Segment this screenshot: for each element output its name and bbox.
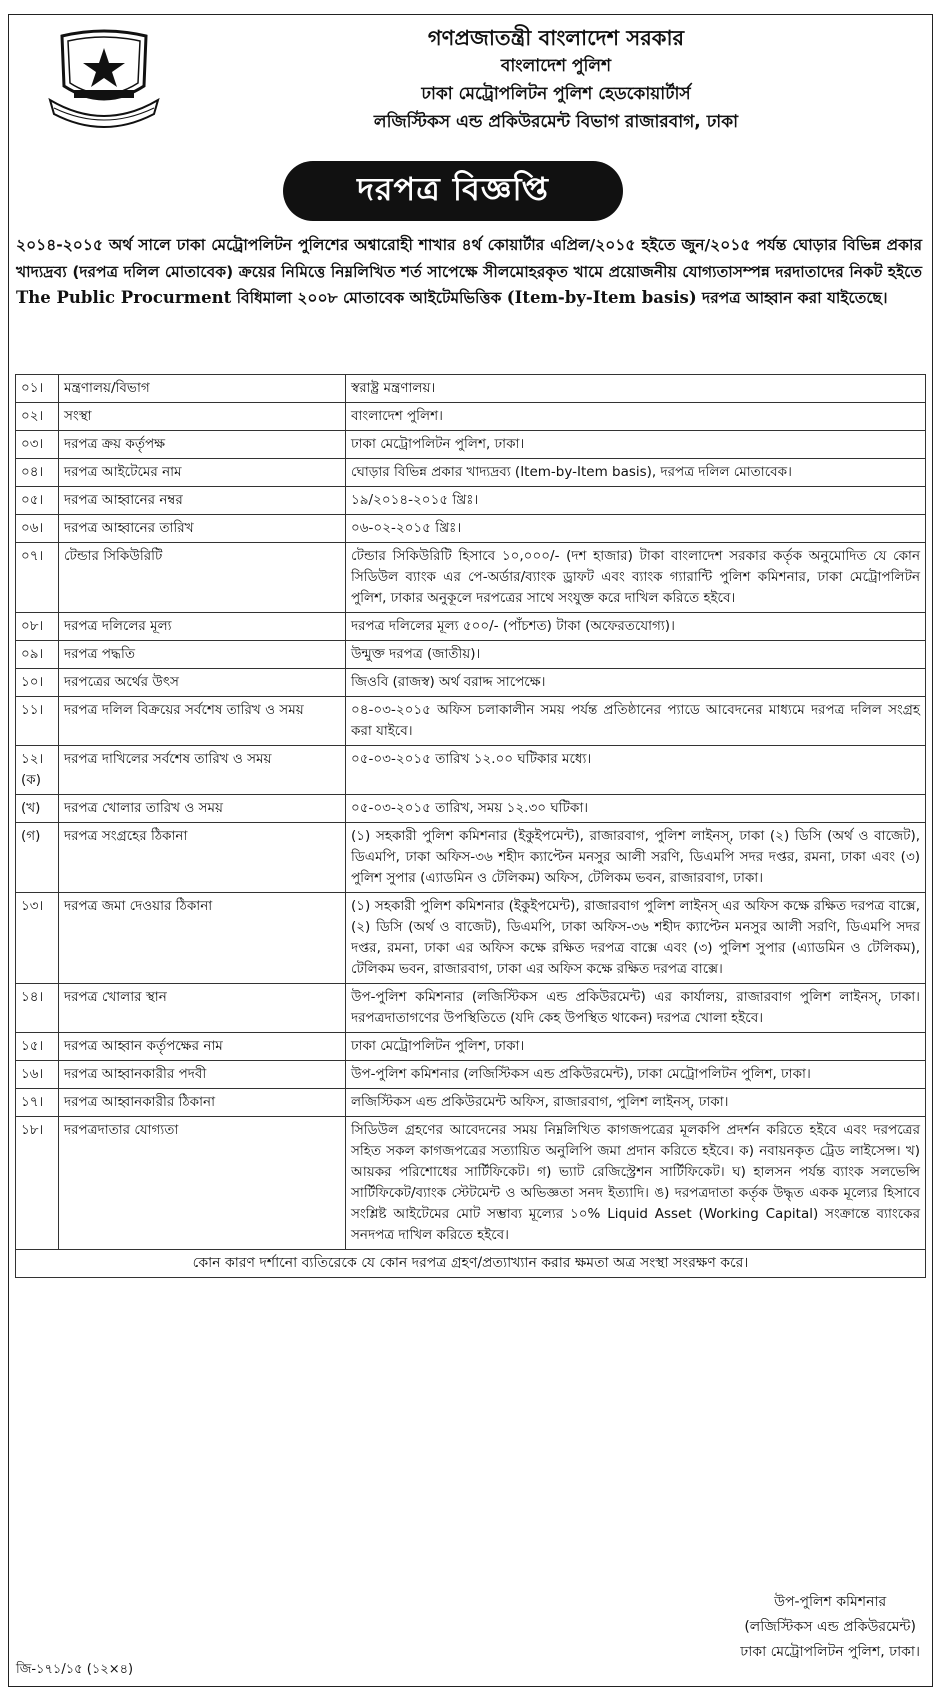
table-row bbox=[16, 543, 926, 613]
row-label: টেন্ডার সিকিউরিটি bbox=[59, 543, 346, 613]
intro-paragraph bbox=[16, 232, 922, 312]
memo-number: জি-১৭১/১৫ (১২×৪) bbox=[16, 1662, 134, 1677]
signatory-dept: (লজিস্টিকস এন্ড প্রকিউরমেন্ট) bbox=[744, 1619, 916, 1635]
table-row bbox=[16, 795, 926, 823]
row-label: দরপত্র সংগ্রহের ঠিকানা bbox=[59, 823, 346, 893]
row-number: ১১। bbox=[16, 697, 59, 746]
row-label: দরপত্রের অর্থের উৎস bbox=[59, 669, 346, 697]
intro-text-1: ২০১৪-২০১৫ অর্থ সালে ঢাকা মেট্রোপলিটন পুলিশের অশ্বারোহী শাখার ৪র্থ কোয়ার্টার এপ্রিল/২০১৫ হইতে জুন/২০১৫ পর্যন্ত ঘোড়ার বিভিন্ন প্রকার খাদ্যদ্রব্য (দরপত্র দলিল মোতাবেক) ক্রয়ের নিমিত্তে নিম্নলিখিত শর্ত সাপেক্ষে সীলমোহরকৃত খামে প্রয়োজনীয় যোগ্যতাসম্পন্ন দরদাতাদের নিকট হইতে bbox=[16, 236, 922, 281]
row-number: ১৩। bbox=[16, 893, 59, 984]
table-row bbox=[16, 746, 926, 795]
signature-block bbox=[740, 1590, 920, 1665]
police-name: বাংলাদেশ পুলিশ bbox=[500, 56, 612, 76]
row-number: ১৫। bbox=[16, 1033, 59, 1061]
table-row bbox=[16, 613, 926, 641]
dmp-logo-icon bbox=[44, 28, 164, 132]
row-value: দরপত্র দলিলের মূল্য ৫০০/- (পাঁচশত) টাকা (অফেরতযোগ্য)। bbox=[346, 613, 926, 641]
table-row bbox=[16, 1089, 926, 1117]
row-value: স্বরাষ্ট্র মন্ত্রণালয়। bbox=[346, 375, 926, 403]
row-label: দরপত্র দলিল বিক্রয়ের সর্বশেষ তারিখ ও সময় bbox=[59, 697, 346, 746]
row-value: ঢাকা মেট্রোপলিটন পুলিশ, ঢাকা। bbox=[346, 1033, 926, 1061]
row-label: দরপত্রদাতার যোগ্যতা bbox=[59, 1117, 346, 1250]
table-row bbox=[16, 515, 926, 543]
header-lines bbox=[210, 24, 902, 136]
row-label: দরপত্র আহ্বান কর্তৃপক্ষের নাম bbox=[59, 1033, 346, 1061]
row-label: দরপত্র আহ্বানকারীর ঠিকানা bbox=[59, 1089, 346, 1117]
row-label: দরপত্র জমা দেওয়ার ঠিকানা bbox=[59, 893, 346, 984]
table-row bbox=[16, 893, 926, 984]
row-value: ঢাকা মেট্রোপলিটন পুলিশ, ঢাকা। bbox=[346, 431, 926, 459]
row-number: ০৫। bbox=[16, 487, 59, 515]
row-value: লজিস্টিকস এন্ড প্রকিউরমেন্ট অফিস, রাজারবাগ, পুলিশ লাইনস্, ঢাকা। bbox=[346, 1089, 926, 1117]
row-label: দরপত্র পদ্ধতি bbox=[59, 641, 346, 669]
row-label: দরপত্র আহ্বানের নম্বর bbox=[59, 487, 346, 515]
row-label: দরপত্র খোলার তারিখ ও সময় bbox=[59, 795, 346, 823]
row-value: ০৪-০৩-২০১৫ অফিস চলাকালীন সময় পর্যন্ত প্রতিষ্ঠানের প্যাডে আবেদনের মাধ্যমে দরপত্র দলিল সংগ্রহ করা যাইবে। bbox=[346, 697, 926, 746]
row-number: (খ) bbox=[16, 795, 59, 823]
table-row bbox=[16, 431, 926, 459]
rights-reserved-note: কোন কারণ দর্শানো ব্যতিরেকে যে কোন দরপত্র গ্রহণ/প্রত্যাখ্যান করার ক্ষমতা অত্র সংস্থা সংরক্ষণ করে। bbox=[16, 1250, 926, 1278]
row-value: ১৯/২০১৪-২০১৫ খ্রিঃ। bbox=[346, 487, 926, 515]
intro-text-2: বিধিমালা ২০০৮ মোতাবেক আইটেমভিত্তিক bbox=[231, 289, 507, 307]
row-number: ১০। bbox=[16, 669, 59, 697]
row-value: উন্মুক্ত দরপত্র (জাতীয়)। bbox=[346, 641, 926, 669]
header bbox=[0, 20, 942, 140]
table-row bbox=[16, 641, 926, 669]
row-label: দরপত্র আহ্বানকারীর পদবী bbox=[59, 1061, 346, 1089]
table-row bbox=[16, 984, 926, 1033]
intro-text-3: দরপত্র আহ্বান করা যাইতেছে। bbox=[696, 289, 888, 307]
intro-en-1: The Public Procurment bbox=[16, 288, 232, 307]
row-value: উপ-পুলিশ কমিশনার (লজিস্টিকস এন্ড প্রকিউরমেন্ট) এর কার্যালয়, রাজারবাগ পুলিশ লাইনস্, ঢাকা। দরপত্রদাতাগণের উপস্থিতিতে (যদি কেহ উপস্থিত থাকেন) দরপত্র খোলা হইবে। bbox=[346, 984, 926, 1033]
signatory-org: ঢাকা মেট্রোপলিটন পুলিশ, ঢাকা। bbox=[740, 1644, 920, 1660]
row-value: সিডিউল গ্রহণের আবেদনের সময় নিম্নলিখিত কাগজপত্রের মূলকপি প্রদর্শন করিতে হইবে এবং দরপত্রের সহিত সকল কাগজপত্রের সত্যায়িত অনুলিপি জমা প্রদান করিতে হইবে। ক) নবায়নকৃত ট্রেড লাইসেন্স। খ) আয়কর পরিশোধের সার্টিফিকেট। গ) ভ্যাট রেজিস্ট্রেশন সার্টিফিকেট। ঘ) হালসন পর্যন্ত ব্যাংক সলভেন্সি সার্টিফিকেট/ব্যাংক স্টেটমেন্ট ও অভিজ্ঞতা সনদ ইত্যাদি। ঙ) দরপত্রদাতা কর্তৃক উদ্ধৃত একক মূল্যের হিসাবে সংশ্লিষ্ট আইটেমের মোট সম্ভাব্য মূল্যের ১০% Liquid Asset (Working Capital) সংক্রান্তে ব্যাংকের সনদপত্র দাখিল করিতে হইবে। bbox=[346, 1117, 926, 1250]
row-number: (গ) bbox=[16, 823, 59, 893]
table-row bbox=[16, 403, 926, 431]
row-number: ১৪। bbox=[16, 984, 59, 1033]
intro-en-2: (Item-by-Item basis) bbox=[506, 288, 697, 307]
row-value: ০৬-০২-২০১৫ খ্রিঃ। bbox=[346, 515, 926, 543]
row-value: (১) সহকারী পুলিশ কমিশনার (ইকুইপমেন্ট), রাজারবাগ পুলিশ লাইনস্ এর অফিস কক্ষে রক্ষিত দরপত্র বাক্সে, (২) ডিসি (অর্থ ও বাজেট), ডিএমপি, ঢাকা অফিস-৩৬ শহীদ ক্যাপ্টেন মনসুর আলী সরণি, ডিএমপি সদর দপ্তর, রমনা, ঢাকা এর অফিস কক্ষে রক্ষিত দরপত্র বাক্সে এবং (৩) পুলিশ সুপার (এ্যাডমিন ও টেলিকম), টেলিকম ভবন, রাজারবাগ, ঢাকা এর অফিস কক্ষে রক্ষিত দরপত্র বাক্সে। bbox=[346, 893, 926, 984]
row-label: মন্ত্রণালয়/বিভাগ bbox=[59, 375, 346, 403]
row-number: ১৬। bbox=[16, 1061, 59, 1089]
row-value: ঘোড়ার বিভিন্ন প্রকার খাদ্যদ্রব্য (Item-by-Item basis), দরপত্র দলিল মোতাবেক। bbox=[346, 459, 926, 487]
row-value: টেন্ডার সিকিউরিটি হিসাবে ১০,০০০/- (দশ হাজার) টাকা বাংলাদেশ সরকার কর্তৃক অনুমোদিত যে কোন সিডিউল ব্যাংক এর পে-অর্ডার/ব্যাংক ড্রাফট এবং ব্যাংক গ্যারান্টি পুলিশ কমিশনার, ঢাকা মেট্রোপলিটন পুলিশ, ঢাকার অনুকূলে দরপত্রের সাথে সংযুক্ত করে দাখিল করিতে হইবে। bbox=[346, 543, 926, 613]
row-value: বাংলাদেশ পুলিশ। bbox=[346, 403, 926, 431]
govt-name: গণপ্রজাতন্ত্রী বাংলাদেশ সরকার bbox=[427, 26, 685, 50]
row-label: দরপত্র আহ্বানের তারিখ bbox=[59, 515, 346, 543]
table-row bbox=[16, 1033, 926, 1061]
row-label: দরপত্র আইটেমের নাম bbox=[59, 459, 346, 487]
table-row bbox=[16, 1061, 926, 1089]
table-row bbox=[16, 1117, 926, 1250]
row-label: সংস্থা bbox=[59, 403, 346, 431]
signatory-title: উপ-পুলিশ কমিশনার bbox=[774, 1594, 887, 1610]
notice-title: দরপত্র বিজ্ঞপ্তি bbox=[283, 161, 623, 221]
row-value: জিওবি (রাজস্ব) অর্থ বরাদ্দ সাপেক্ষে। bbox=[346, 669, 926, 697]
row-number: ১২। (ক) bbox=[16, 746, 59, 795]
row-number: ০২। bbox=[16, 403, 59, 431]
table-row bbox=[16, 459, 926, 487]
department-name: লজিস্টিকস এন্ড প্রকিউরমেন্ট বিভাগ রাজারবাগ, ঢাকা bbox=[373, 112, 739, 132]
row-number: ০৭। bbox=[16, 543, 59, 613]
row-value: ০৫-০৩-২০১৫ তারিখ ১২.০০ ঘটিকার মধ্যে। bbox=[346, 746, 926, 795]
tender-details-table bbox=[15, 374, 926, 1278]
row-number: ০৪। bbox=[16, 459, 59, 487]
row-number: ০৬। bbox=[16, 515, 59, 543]
tender-details-body bbox=[16, 375, 926, 1250]
row-number: ০৯। bbox=[16, 641, 59, 669]
row-value: উপ-পুলিশ কমিশনার (লজিস্টিকস এন্ড প্রকিউরমেন্ট), ঢাকা মেট্রোপলিটন পুলিশ, ঢাকা। bbox=[346, 1061, 926, 1089]
row-number: ০১। bbox=[16, 375, 59, 403]
table-row bbox=[16, 375, 926, 403]
row-number: ০৮। bbox=[16, 613, 59, 641]
table-row bbox=[16, 697, 926, 746]
row-number: ০৩। bbox=[16, 431, 59, 459]
row-label: দরপত্র ক্রয় কর্তৃপক্ষ bbox=[59, 431, 346, 459]
row-value: ০৫-০৩-২০১৫ তারিখ, সময় ১২.৩০ ঘটিকা। bbox=[346, 795, 926, 823]
headquarters-name: ঢাকা মেট্রোপলিটন পুলিশ হেডকোয়ার্টার্স bbox=[421, 84, 691, 104]
table-row bbox=[16, 823, 926, 893]
row-label: দরপত্র দাখিলের সর্বশেষ তারিখ ও সময় bbox=[59, 746, 346, 795]
row-number: ১৮। bbox=[16, 1117, 59, 1250]
table-row bbox=[16, 487, 926, 515]
row-label: দরপত্র খোলার স্থান bbox=[59, 984, 346, 1033]
row-value: (১) সহকারী পুলিশ কমিশনার (ইকুইপমেন্ট), রাজারবাগ, পুলিশ লাইনস্, ঢাকা (২) ডিসি (অর্থ ও বাজেট), ডিএমপি, ঢাকা অফিস-৩৬ শহীদ ক্যাপ্টেন মনসুর আলী সরণি, ডিএমপি সদর দপ্তর, রমনা, ঢাকা এবং (৩) পুলিশ সুপার (এ্যাডমিন ও টেলিকম) অফিস, টেলিকম ভবন, রাজারবাগ, ঢাকা। bbox=[346, 823, 926, 893]
table-row bbox=[16, 669, 926, 697]
table-note-row bbox=[16, 1250, 926, 1278]
row-label: দরপত্র দলিলের মূল্য bbox=[59, 613, 346, 641]
row-number: ১৭। bbox=[16, 1089, 59, 1117]
